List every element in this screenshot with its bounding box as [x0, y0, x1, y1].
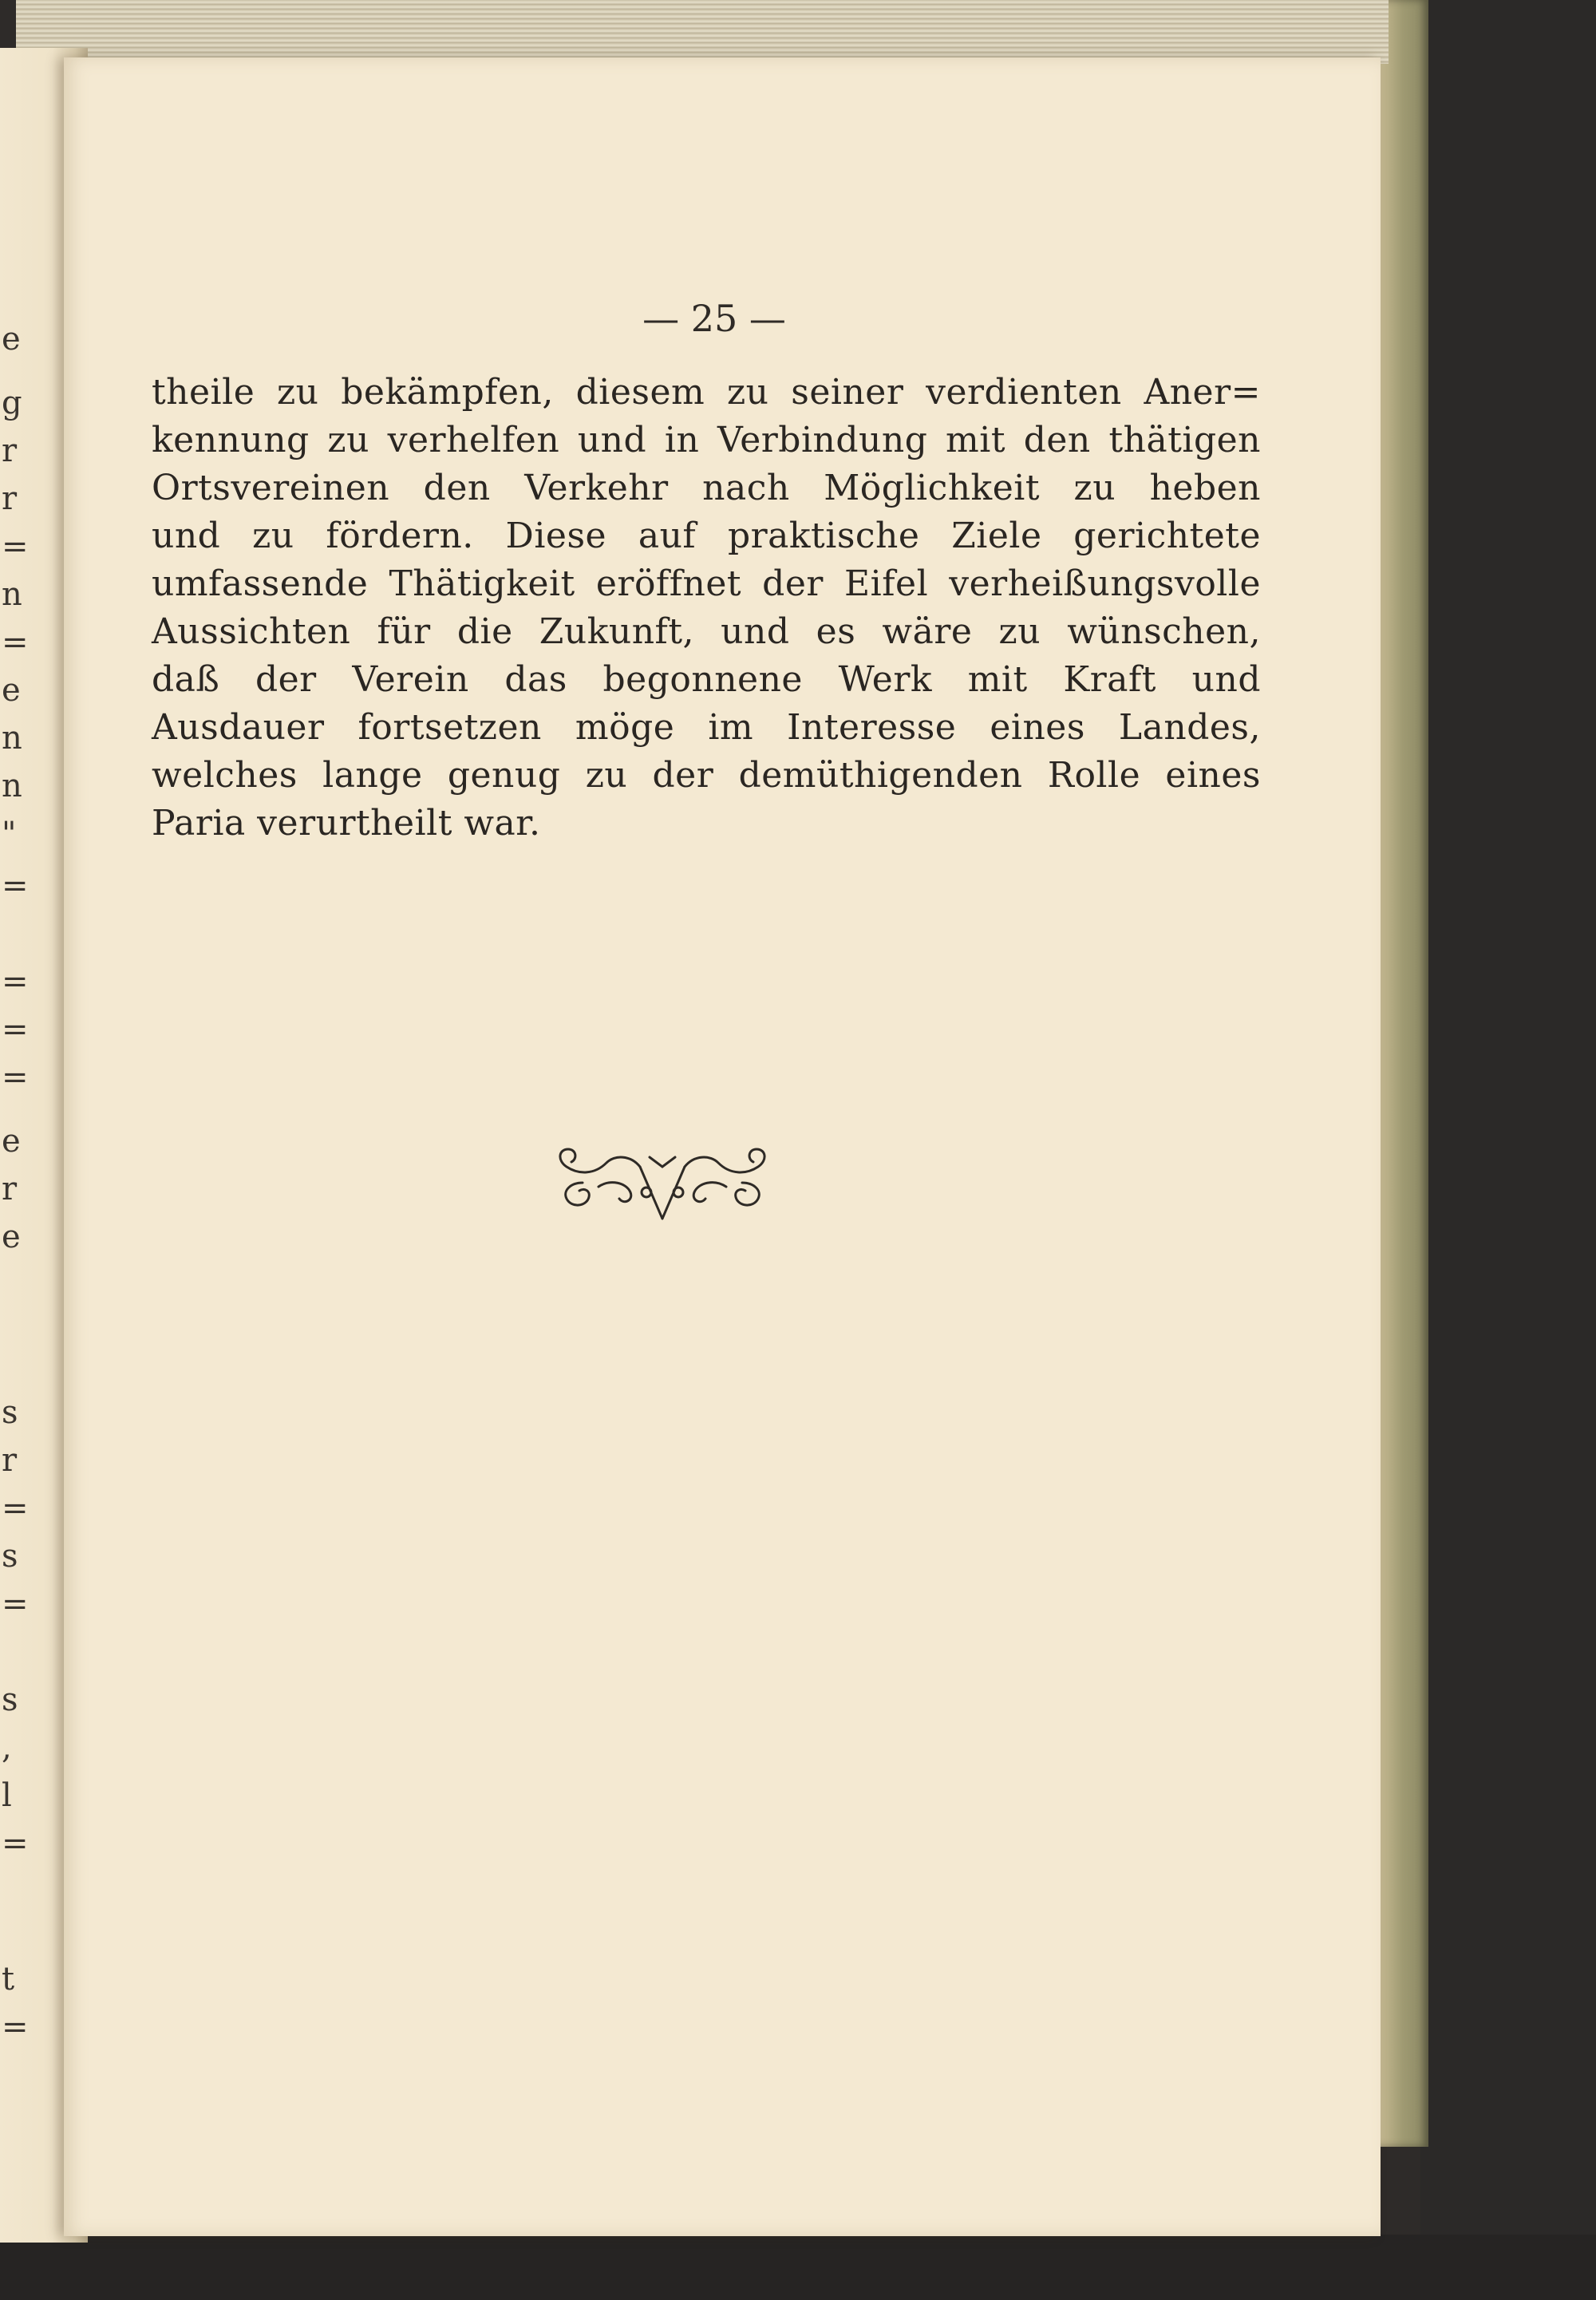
margin-char: s: [2, 1394, 18, 1431]
margin-char: l: [2, 1777, 12, 1814]
margin-char: =: [2, 1011, 29, 1048]
background-right: [1420, 0, 1596, 2300]
margin-char: ,: [2, 1729, 12, 1766]
margin-char: s: [2, 1682, 18, 1718]
margin-char: =: [2, 528, 29, 565]
margin-char: ": [2, 816, 17, 852]
margin-char: =: [2, 1825, 29, 1862]
margin-char: t: [2, 1961, 15, 1998]
margin-char: n: [2, 576, 22, 613]
text-line: welches lange genug zu der demüthigenden Rolle eines: [152, 755, 1261, 796]
margin-char: r: [2, 433, 18, 469]
margin-char: r: [2, 1171, 18, 1207]
floral-tailpiece-icon: [551, 1143, 774, 1231]
margin-char: =: [2, 1059, 29, 1096]
text-line: Ortsvereinen den Verkehr nach Möglichkeit zu heben: [152, 468, 1261, 508]
book-page: [64, 57, 1381, 2236]
margin-char: n: [2, 768, 22, 804]
margin-char: r: [2, 480, 18, 517]
margin-char: e: [2, 672, 21, 709]
page-number: — 25 —: [642, 297, 786, 340]
text-line: umfassende Thätigkeit eröffnet der Eifel verheißungsvolle: [152, 563, 1261, 604]
text-line: Ausdauer fortsetzen möge im Interesse eines Landes,: [152, 707, 1261, 748]
text-line: daß der Verein das begonnene Werk mit Kraft und: [152, 659, 1261, 700]
text-line: Aussichten für die Zukunft, und es wäre zu wünschen,: [152, 611, 1261, 652]
margin-char: s: [2, 1538, 18, 1575]
text-line: theile zu bekämpfen, diesem zu seiner verdienten Aner=: [152, 372, 1261, 413]
margin-char: =: [2, 2009, 29, 2045]
margin-char: n: [2, 720, 22, 757]
margin-char: =: [2, 867, 29, 904]
text-line: Paria verurtheilt war.: [152, 803, 541, 844]
margin-char: r: [2, 1442, 18, 1479]
background-bottom: [0, 2235, 1596, 2300]
body-text: [152, 369, 1261, 848]
margin-char: e: [2, 1219, 21, 1255]
margin-char: =: [2, 624, 29, 661]
margin-char: g: [2, 385, 22, 421]
margin-char: =: [2, 1586, 29, 1622]
margin-char: e: [2, 1123, 21, 1160]
page-stack-top: [16, 0, 1389, 64]
text-line: kennung zu verhelfen und in Verbindung mit den thätigen: [152, 420, 1261, 460]
margin-char: =: [2, 963, 29, 1000]
margin-char: =: [2, 1490, 29, 1527]
text-line: und zu fördern. Diese auf praktische Ziele gerichtete: [152, 516, 1261, 556]
margin-char: e: [2, 321, 21, 358]
